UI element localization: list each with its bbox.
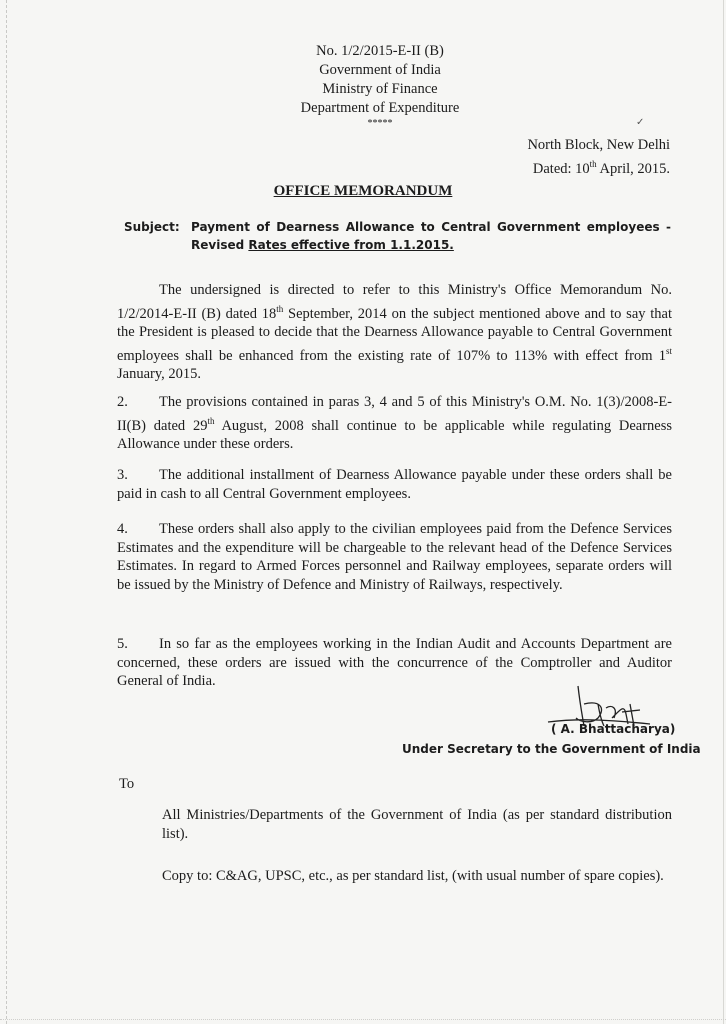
paragraph-4: 4. These orders shall also apply to the civilian employees paid from the Defence Services Estimates and the expenditure will be chargeable to the relevant head of the Defence Services Estimates. In regard to Armed Forces personnel and Railway employees, separate orders will be issued by the Ministry of Defence and Ministry of Railways, respectively. xyxy=(117,521,672,593)
addressee: All Ministries/Departments of the Government of India (as per standard distribution list). xyxy=(162,807,672,842)
date: Dated: 10th April, 2015. xyxy=(532,159,670,177)
scan-mark: ✓ xyxy=(636,117,645,128)
memo-title: OFFICE MEMORANDUM xyxy=(273,183,453,199)
header-stars: ***** xyxy=(367,118,393,129)
bottom-scan-edge xyxy=(0,1015,726,1020)
paragraph-2: 2. The provisions contained in paras 3, 4 and 5 of this Ministry's O.M. No. 1(3)/2008-E-II(B) dated 29th August, 2008 shall continue to be applicable while regulating Dearness Allowance under these orders. xyxy=(117,394,672,453)
paragraph-5: 5. In so far as the employees working in the Indian Audit and Accounts Department are concerned, these orders are issued with the concurrence of the Comptroller and Auditor General of India. xyxy=(117,636,672,690)
ministry-name: Ministry of Finance xyxy=(322,81,438,97)
ref-number: No. 1/2/2015-E-II (B) xyxy=(316,43,444,59)
subject-text: Payment of Dearness Allowance to Central Government employees - Revised Rates effective from 1.1.2015. xyxy=(191,220,671,252)
signatory-name: ( A. Bhattacharya) xyxy=(551,722,676,736)
signatory-designation: Under Secretary to the Government of India xyxy=(402,742,701,756)
copy-to: Copy to: C&AG, UPSC, etc., as per standard list, (with usual number of spare copies). xyxy=(162,868,664,884)
govt-name: Government of India xyxy=(319,62,441,78)
to-label: To xyxy=(119,776,135,792)
letterhead xyxy=(300,42,460,130)
place-and-date xyxy=(527,136,670,179)
left-margin-line xyxy=(6,0,8,1024)
subject-label: Subject: xyxy=(124,220,180,234)
paragraph-3: 3. The additional installment of Dearness Allowance payable under these orders shall be paid in cash to all Central Government employees. xyxy=(117,467,672,502)
paragraph-1: The undersigned is directed to refer to this Ministry's Office Memorandum No. 1/2/2014-E-II (B) dated 18th September, 2014 on the subject mentioned above and to say that the President is pleased to decide that the Dearness Allowance payable to Central Government employees shall be enhanced from the existing rate of 107% to 113% with effect from 1st January, 2015. xyxy=(117,282,673,383)
right-page-edge xyxy=(723,0,724,1024)
department-name: Department of Expenditure xyxy=(300,100,460,116)
location: North Block, New Delhi xyxy=(527,137,670,153)
